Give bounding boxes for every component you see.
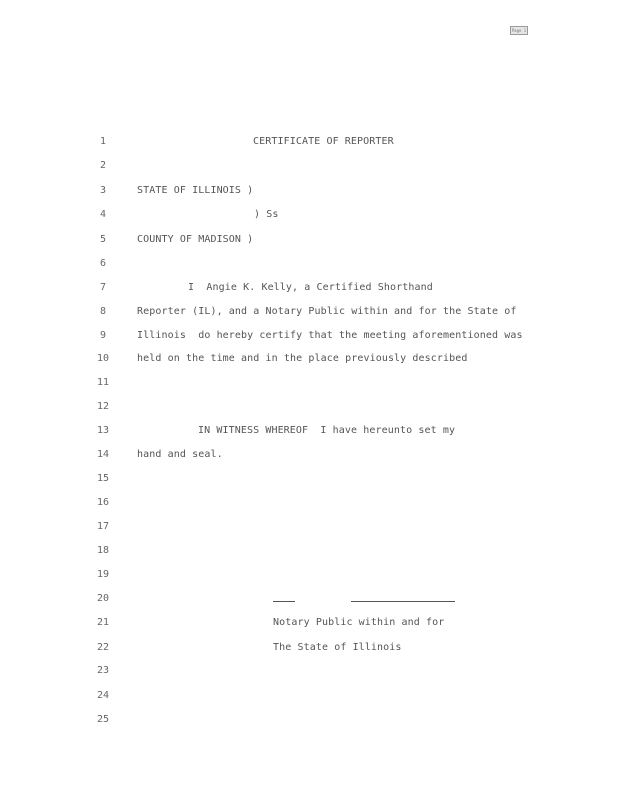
transcript-line-23	[0, 663, 618, 679]
transcript-line-21	[0, 615, 618, 631]
page-stamp: Page 1	[511, 28, 527, 33]
certification-line-4: held on the time and in the place previously described	[137, 353, 468, 364]
certification-line-2: Reporter (IL), and a Notary Public within and for the State of	[137, 306, 517, 317]
transcript-line-10	[0, 351, 618, 367]
transcript-line-3	[0, 183, 618, 199]
line-number: 7	[99, 282, 107, 293]
transcript-line-15	[0, 471, 618, 487]
line-number: 12	[96, 401, 110, 412]
line-number: 19	[96, 569, 110, 580]
line-number: 14	[96, 449, 110, 460]
line-number: 13	[96, 425, 110, 436]
transcript-line-9	[0, 328, 618, 344]
line-number: 18	[96, 545, 110, 556]
line-number: 17	[96, 521, 110, 532]
transcript-line-14	[0, 447, 618, 463]
line-number: 2	[99, 160, 107, 171]
line-number: 6	[99, 258, 107, 269]
transcript-line-22	[0, 640, 618, 656]
transcript-line-17	[0, 519, 618, 535]
transcript-line-1	[0, 134, 618, 150]
line-number: 16	[96, 497, 110, 508]
signature-line-short	[273, 601, 295, 602]
line-number: 20	[96, 593, 110, 604]
transcript-line-20	[0, 591, 618, 607]
transcript-line-12	[0, 399, 618, 415]
transcript-line-25	[0, 712, 618, 728]
transcript-line-11	[0, 375, 618, 391]
transcript-line-8	[0, 304, 618, 320]
caption-state: STATE OF ILLINOIS )	[137, 185, 254, 196]
transcript-line-4	[0, 207, 618, 223]
transcript-line-18	[0, 543, 618, 559]
transcript-line-2	[0, 158, 618, 174]
line-number: 11	[96, 377, 110, 388]
certification-line-3: Illinois do hereby certify that the meeting aforementioned was	[137, 330, 523, 341]
transcript-line-7	[0, 280, 618, 296]
line-number: 4	[99, 209, 107, 220]
line-number: 25	[96, 714, 110, 725]
signature-block-line-2: The State of Illinois	[273, 642, 402, 653]
transcript-line-24	[0, 688, 618, 704]
line-number: 8	[99, 306, 107, 317]
signature-line	[351, 601, 455, 602]
transcript-line-5	[0, 232, 618, 248]
transcript-line-6	[0, 256, 618, 272]
certificate-title: CERTIFICATE OF REPORTER	[253, 136, 394, 147]
line-number: 21	[96, 617, 110, 628]
caption-ss: ) Ss	[254, 209, 279, 220]
witness-line-1: IN WITNESS WHEREOF I have hereunto set my	[198, 425, 456, 436]
line-number: 10	[96, 353, 110, 364]
line-number: 23	[96, 665, 110, 676]
line-number: 1	[99, 136, 107, 147]
line-number: 3	[99, 185, 107, 196]
witness-line-2: hand and seal.	[137, 449, 223, 460]
line-number: 5	[99, 234, 107, 245]
caption-county: COUNTY OF MADISON )	[137, 234, 254, 245]
line-number: 22	[96, 642, 110, 653]
line-number: 24	[96, 690, 110, 701]
certification-line-1: I Angie K. Kelly, a Certified Shorthand	[188, 282, 433, 293]
line-number: 9	[99, 330, 107, 341]
signature-block-line-1: Notary Public within and for	[273, 617, 445, 628]
transcript-line-16	[0, 495, 618, 511]
line-number: 15	[96, 473, 110, 484]
transcript-line-13	[0, 423, 618, 439]
transcript-line-19	[0, 567, 618, 583]
